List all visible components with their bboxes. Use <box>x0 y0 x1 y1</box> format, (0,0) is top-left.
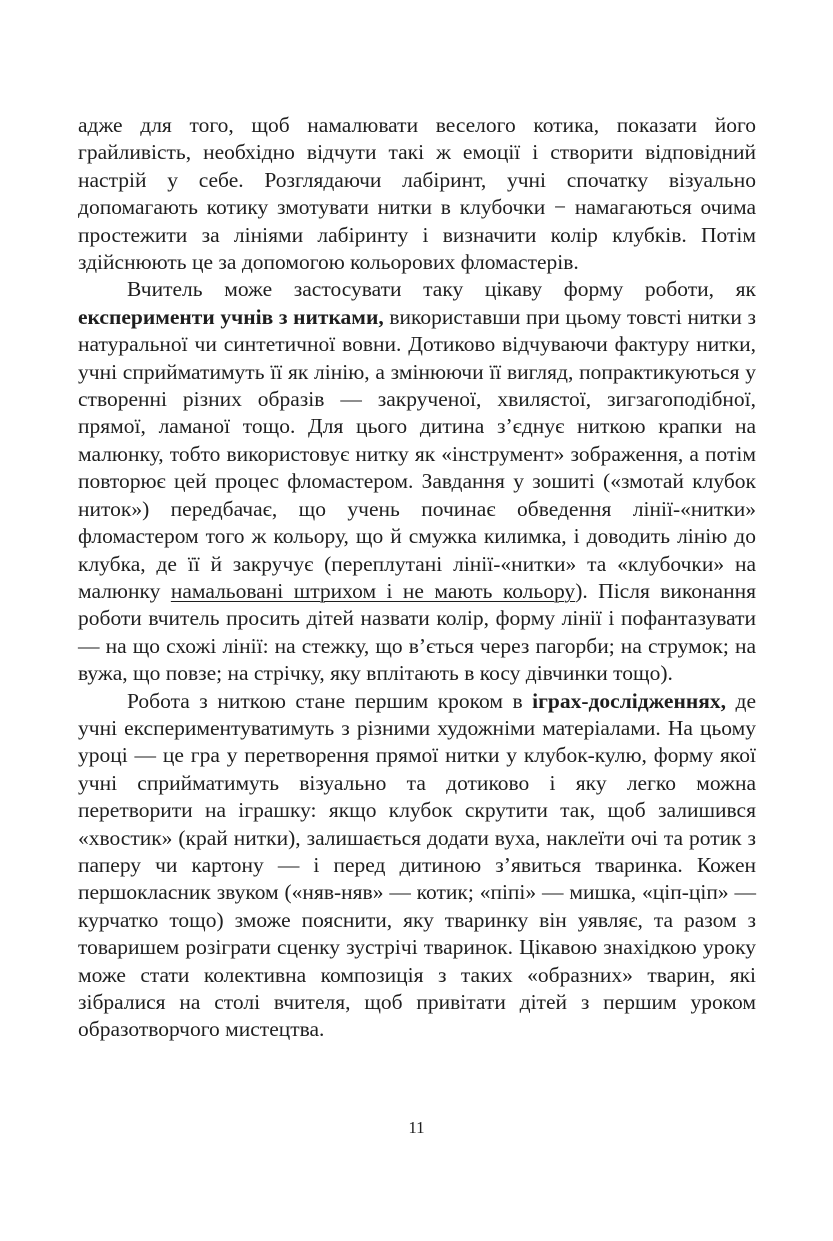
page-number: 11 <box>408 1118 425 1137</box>
paragraph-2-intro: Вчитель може застосувати таку цікаву форму роботи, як <box>127 277 756 302</box>
paragraph-2-bold-term: експерименти учнів з нитками, <box>78 304 384 329</box>
paragraph-2-underlined-note: намальовані штрихом і не мають кольору <box>170 578 576 603</box>
page-body <box>78 112 756 1044</box>
paragraph-1-text: адже для того, щоб намалювати веселого котика, показати його грайливість, необхідно відчути такі ж емоції і створити відповідний настрій у себе. Розглядаючи лабіринт, учні спочатку візуально допомагають котику змотувати нитки в клубочки − намагаються очима простежити за лініями лабіринту і визначити колір клубків. Потім здійснюють це за допомогою кольорових фломастерів. <box>78 113 756 275</box>
paragraph-3-bold-term: іграх-дослідженнях, <box>532 688 726 713</box>
paragraph-3-intro: Робота з ниткою стане першим кроком в <box>127 688 533 713</box>
paragraph-2-ending: ). Після виконання роботи вчитель просить дітей назвати колір, форму лінії і пофантазувати — на що схожі лінії: на стежку, що в’ється через пагорби; на струмок; на вужа, що повзе; на стрічку, яку вплітають в косу дівчинки тощо). <box>78 578 756 686</box>
paragraph-3 <box>78 688 756 1044</box>
paragraph-2 <box>78 276 756 687</box>
paragraph-1 <box>78 112 756 276</box>
paragraph-3-body: де учні експериментуватимуть з різними художніми матеріалами. На цьому уроці — це гра у перетворення прямої нитки у клубок-кулю, форму якої учні сприйматимуть візуально та дотиково і яку легко можна перетворити на іграшку: якщо клубок скрутити так, щоб залишився «хвостик» (край нитки), залишається додати вуха, наклеїти очі та ротик з паперу чи картону — і перед дитиною з’явиться тваринка. Кожен першокласник звуком («няв-няв» — котик; «піпі» — мишка, «ціп-ціп» — курчатко тощо) зможе пояснити, яку тваринку він уявляє, та разом з товаришем розіграти сценку зустрічі тваринок. Цікавою знахідкою уроку може стати колективна композиція з таких «образних» тварин, які зібралися на столі вчителя, щоб привітати дітей з першим уроком образотворчого мистецтва. <box>78 688 757 1042</box>
paragraph-2-body: використавши при цьому товсті нитки з натуральної чи синтетичної вовни. Дотиково відчуваючи фактуру нитки, учні сприйматимуть її як лінію, а змінюючи її вигляд, попрактикуються у створенні різних образів — закрученої, хвилястої, зигзагоподібної, прямої, ламаної тощо. Для цього дитина з’єднує ниткою крапки на малюнку, тобто використовує нитку як «інструмент» зображення, а потім повторює цей процес фломастером. Завдання у зошиті («змотай клубок ниток») передбачає, що учень починає обведення лінії-«нитки» фломастером того ж кольору, що й смужка килимка, і доводить лінію до клубка, де її й закручує (переплутані лінії-«нитки» та «клубочки» на малюнку <box>78 304 756 603</box>
